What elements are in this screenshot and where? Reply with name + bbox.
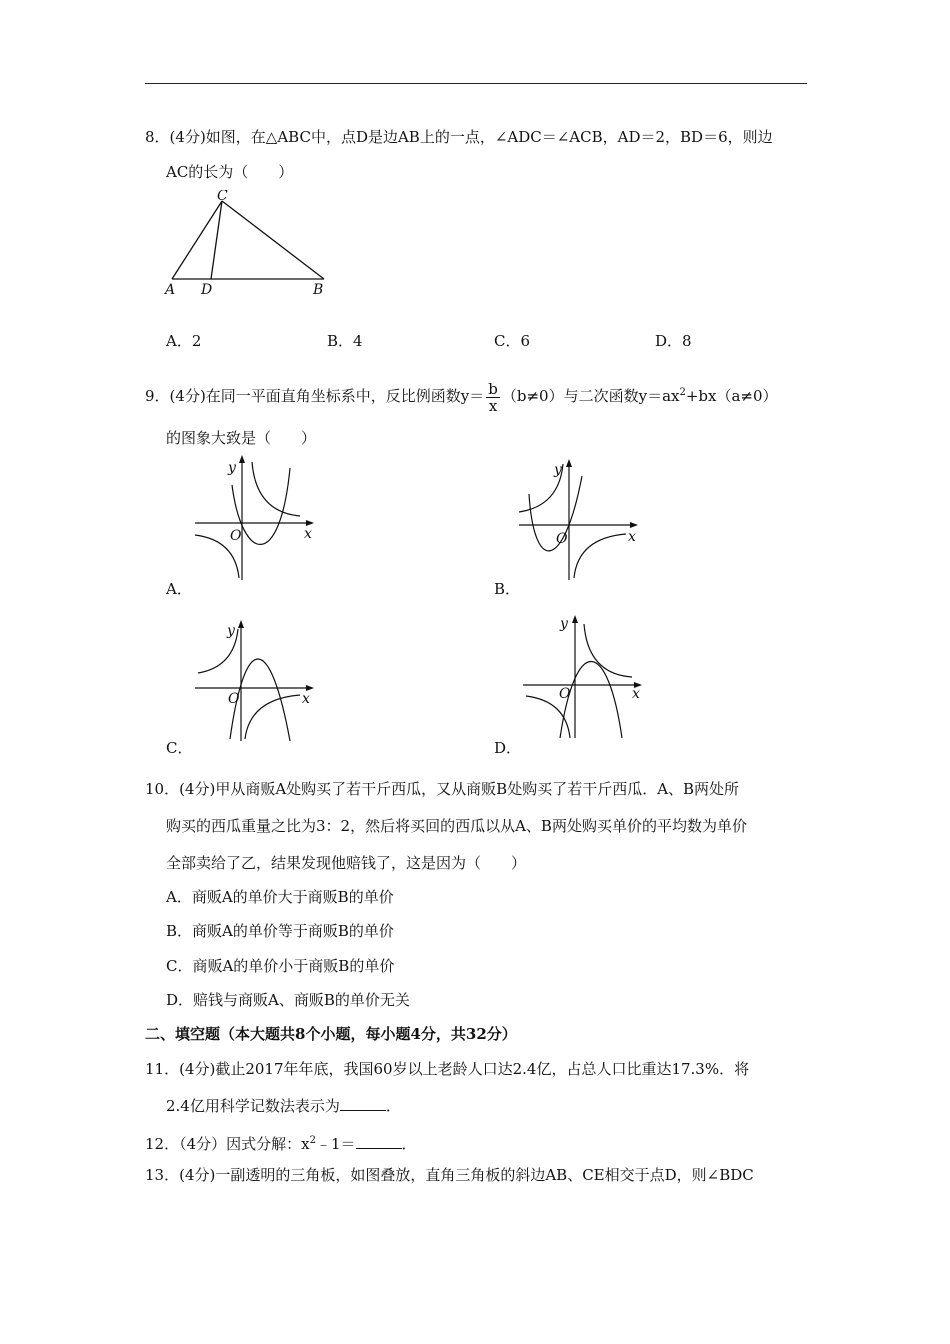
origin-label: O — [230, 528, 242, 544]
q10-stem-line3: 全部卖给了乙，结果发现他赔钱了，这是因为（ ） — [166, 854, 527, 872]
q8-option-b: B．4 — [327, 332, 363, 350]
q11-stem-line1: 11．(4分)截止2017年年底，我国60岁以上老龄人口达2.4亿，占总人口比重达17.3%．将 — [145, 1060, 750, 1078]
q8-stem-line1: 8．(4分)如图，在△ABC中，点D是边AB上的一点，∠ADC＝∠ACB，AD＝2，BD＝6，则边 — [145, 128, 773, 146]
label-a: A — [165, 282, 176, 298]
q11-stem-line2 — [166, 1096, 401, 1116]
q12-text-b: ﹣1＝ — [315, 1135, 356, 1153]
axis-x-label: x — [632, 686, 640, 702]
axis-x-label: x — [304, 526, 312, 542]
q9-option-a: A． — [166, 580, 192, 598]
q12-text-end: ． — [401, 1135, 417, 1153]
q9-superscript: 2 — [679, 387, 686, 398]
q9-text-b: （b≠0）与二次函数y＝ax — [501, 387, 680, 405]
axis-x-label: x — [302, 691, 310, 707]
answer-blank[interactable] — [340, 1096, 386, 1111]
q9-text-a: 9．(4分)在同一平面直角坐标系中，反比例函数y＝ — [145, 387, 485, 405]
q9-stem-line2: 的图象大致是（ ） — [166, 429, 317, 447]
q10-option-c: C．商贩A的单价小于商贩B的单价 — [166, 957, 395, 975]
axis-y-label: y — [560, 616, 568, 632]
q10-stem-line1: 10．(4分)甲从商贩A处购买了若干斤西瓜，又从商贩B处购买了若干斤西瓜．A、B两处所 — [145, 780, 740, 798]
axis-x-label: x — [628, 529, 636, 545]
q12-superscript: 2 — [309, 1135, 316, 1146]
q11-text-end: ． — [385, 1097, 401, 1115]
fraction-denominator: x — [488, 396, 498, 415]
q11-text: 2.4亿用科学记数法表示为 — [166, 1097, 340, 1115]
q9-graph-c — [190, 617, 320, 745]
q12-text-a: 12．（4分）因式分解：x — [145, 1135, 310, 1153]
q8-option-c: C．6 — [494, 332, 531, 350]
q12-stem — [145, 1131, 417, 1154]
origin-label: O — [559, 686, 571, 702]
q9-option-b: B． — [494, 580, 521, 598]
axis-y-label: y — [227, 623, 235, 639]
axis-y-label: y — [554, 462, 562, 478]
q9-option-c: C． — [166, 739, 193, 757]
label-d: D — [201, 282, 213, 298]
label-b: B — [313, 282, 324, 298]
origin-label: O — [556, 531, 568, 547]
q10-option-d: D．赔钱与商贩A、商贩B的单价无关 — [166, 991, 410, 1009]
axis-y-label: y — [228, 460, 236, 476]
q9-graph-d — [518, 612, 648, 742]
q9-graph-a — [190, 452, 320, 582]
q8-triangle-figure — [160, 190, 340, 300]
q8-stem-line2: AC的长为（ ） — [166, 163, 294, 181]
q10-stem-line2: 购买的西瓜重量之比为3：2，然后将买回的西瓜以从A、B两处购买单价的平均数为单价 — [166, 817, 747, 835]
answer-blank[interactable] — [356, 1134, 402, 1149]
fraction — [486, 381, 500, 414]
section-heading: 二、填空题（本大题共8个小题，每小题4分，共32分） — [145, 1025, 517, 1043]
q8-option-d: D．8 — [655, 332, 692, 350]
label-c: C — [217, 190, 228, 204]
q10-option-a: A．商贩A的单价大于商贩B的单价 — [166, 888, 394, 906]
q9-option-d: D． — [494, 739, 522, 757]
q8-option-a: A．2 — [166, 332, 202, 350]
q10-option-b: B．商贩A的单价等于商贩B的单价 — [166, 922, 394, 940]
q9-text-c: +bx（a≠0） — [685, 387, 778, 405]
header-rule — [145, 83, 807, 84]
q9-stem-line1 — [145, 373, 778, 416]
origin-label: O — [228, 691, 240, 707]
fraction-numerator: b — [488, 379, 498, 398]
q9-graph-b — [514, 456, 644, 584]
q13-stem-line1: 13．(4分)一副透明的三角板，如图叠放，直角三角板的斜边AB、CE相交于点D，则∠BDC — [145, 1166, 754, 1184]
